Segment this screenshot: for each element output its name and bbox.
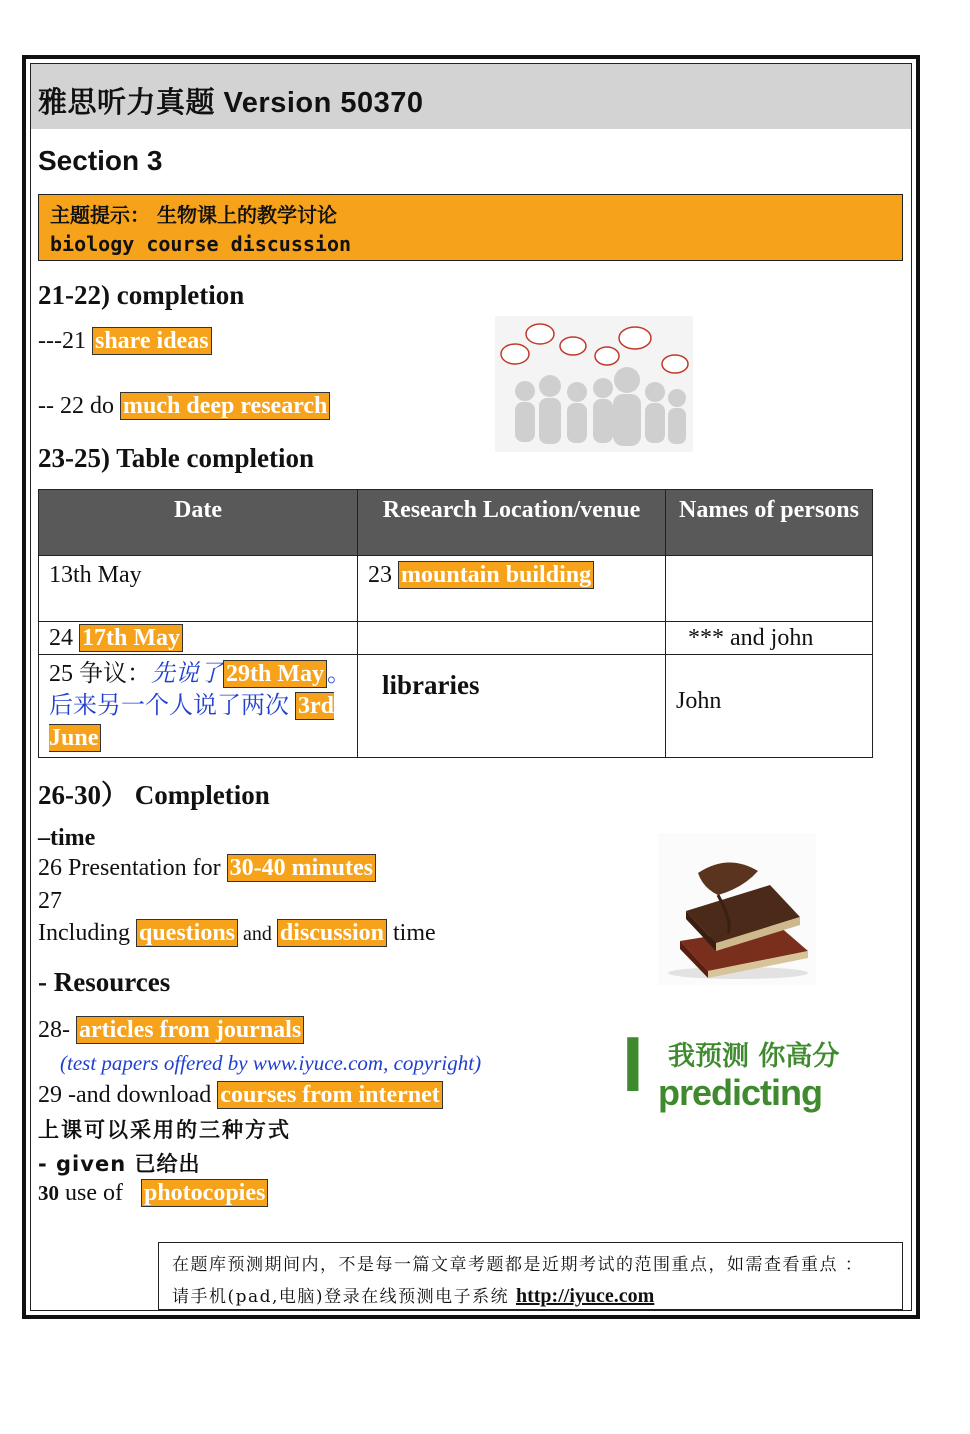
q27-suffix: time (386, 920, 436, 946)
q21-prefix: ---21 (38, 328, 92, 354)
q29-line (38, 1082, 443, 1109)
col-date: Date (39, 490, 358, 556)
q25-note-mid: 。后来另一个人说了两次 (49, 661, 351, 719)
table-row (39, 655, 873, 758)
row3-names: John (666, 655, 873, 758)
q21-line (38, 328, 212, 355)
q28-answer: articles from journals (76, 1016, 304, 1044)
footer-line2-text: 请手机(pad,电脑)登录在线预测电子系统 (172, 1287, 516, 1307)
logo-word: predicting (658, 1072, 823, 1113)
row1-names (666, 556, 873, 622)
q25-note-cn: 争议： (79, 661, 151, 687)
given-note: - given 已给出 (38, 1152, 201, 1176)
topic-en: biology course discussion (50, 232, 352, 256)
row2-location (358, 622, 666, 655)
q24-prefix: 24 (49, 625, 79, 651)
row1-location (358, 556, 666, 622)
q23-answer: mountain building (398, 561, 594, 589)
col-names: Names of persons (666, 490, 873, 556)
q25-prefix: 25 (49, 661, 79, 687)
methods-cn: 上课可以采用的三种方式 (38, 1118, 291, 1142)
row2-names: *** and john (666, 622, 873, 655)
q30-line (38, 1180, 268, 1207)
row3-date (39, 655, 358, 758)
q22-line (38, 393, 330, 420)
q26-answer: 30-40 minutes (227, 854, 376, 882)
table-header-row (39, 490, 873, 556)
q23-prefix: 23 (368, 562, 398, 588)
q27-and: and (238, 923, 277, 945)
page-title: 雅思听力真题 Version 50370 (38, 87, 424, 119)
section-title: Section 3 (38, 145, 163, 176)
q24-answer: 17th May (79, 624, 183, 652)
q30-answer: photocopies (141, 1179, 268, 1207)
logo-cn: 我预测 你高分 (668, 1041, 840, 1072)
q25-answer-2: 3rd June (49, 693, 334, 751)
q25-answer-1: 29th May (223, 660, 327, 688)
q29-prefix: 29 -and download (38, 1082, 218, 1108)
q30-num: 30 (38, 1181, 59, 1205)
q30-prefix: use of (59, 1180, 141, 1206)
row2-date (39, 622, 358, 655)
people-discussion-illustration (495, 316, 693, 452)
q26-prefix: 26 Presentation for (38, 855, 227, 881)
copyright-note: (test papers offered by www.iyuce.com, copyright) (60, 1051, 482, 1075)
research-table (38, 489, 873, 758)
q27-answer-1: questions (136, 919, 238, 947)
books-illustration (658, 833, 816, 985)
q27-label: 27 (38, 888, 62, 914)
q28-line (38, 1017, 304, 1044)
q27-prefix: Including (38, 920, 136, 946)
heading-23-25: 23-25) Table completion (38, 443, 315, 473)
q29-answer: courses from internet (217, 1081, 443, 1109)
iyuce-logo (622, 1020, 862, 1115)
row3-location: libraries (358, 655, 666, 758)
q27-answer-2: discussion (277, 919, 387, 947)
q25-note-italic: 先说了 (151, 661, 223, 687)
topic-cn: 主题提示： 生物课上的教学讨论 (50, 203, 337, 227)
time-label: –time (38, 825, 96, 851)
col-location: Research Location/venue (358, 490, 666, 556)
q26-line (38, 855, 376, 882)
q22-prefix: -- 22 do (38, 393, 120, 419)
footer-line2 (172, 1282, 654, 1308)
logo-letter: I (622, 1020, 644, 1108)
q27-line (38, 920, 436, 947)
q28-prefix: 28- (38, 1017, 76, 1043)
row1-date: 13th May (39, 556, 358, 622)
heading-26-30: 26-30） Completion (38, 780, 270, 810)
heading-21-22: 21-22) completion (38, 280, 245, 310)
table-row (39, 556, 873, 622)
table-row (39, 622, 873, 655)
q22-answer: much deep research (120, 392, 330, 420)
footer-line1: 在题库预测期间内，不是每一篇文章考题都是近期考试的范围重点，如需查看重点 ： (172, 1255, 864, 1275)
resources-heading: - Resources (38, 967, 171, 997)
footer-link[interactable]: http://iyuce.com (515, 1285, 655, 1307)
q21-answer: share ideas (92, 327, 212, 355)
